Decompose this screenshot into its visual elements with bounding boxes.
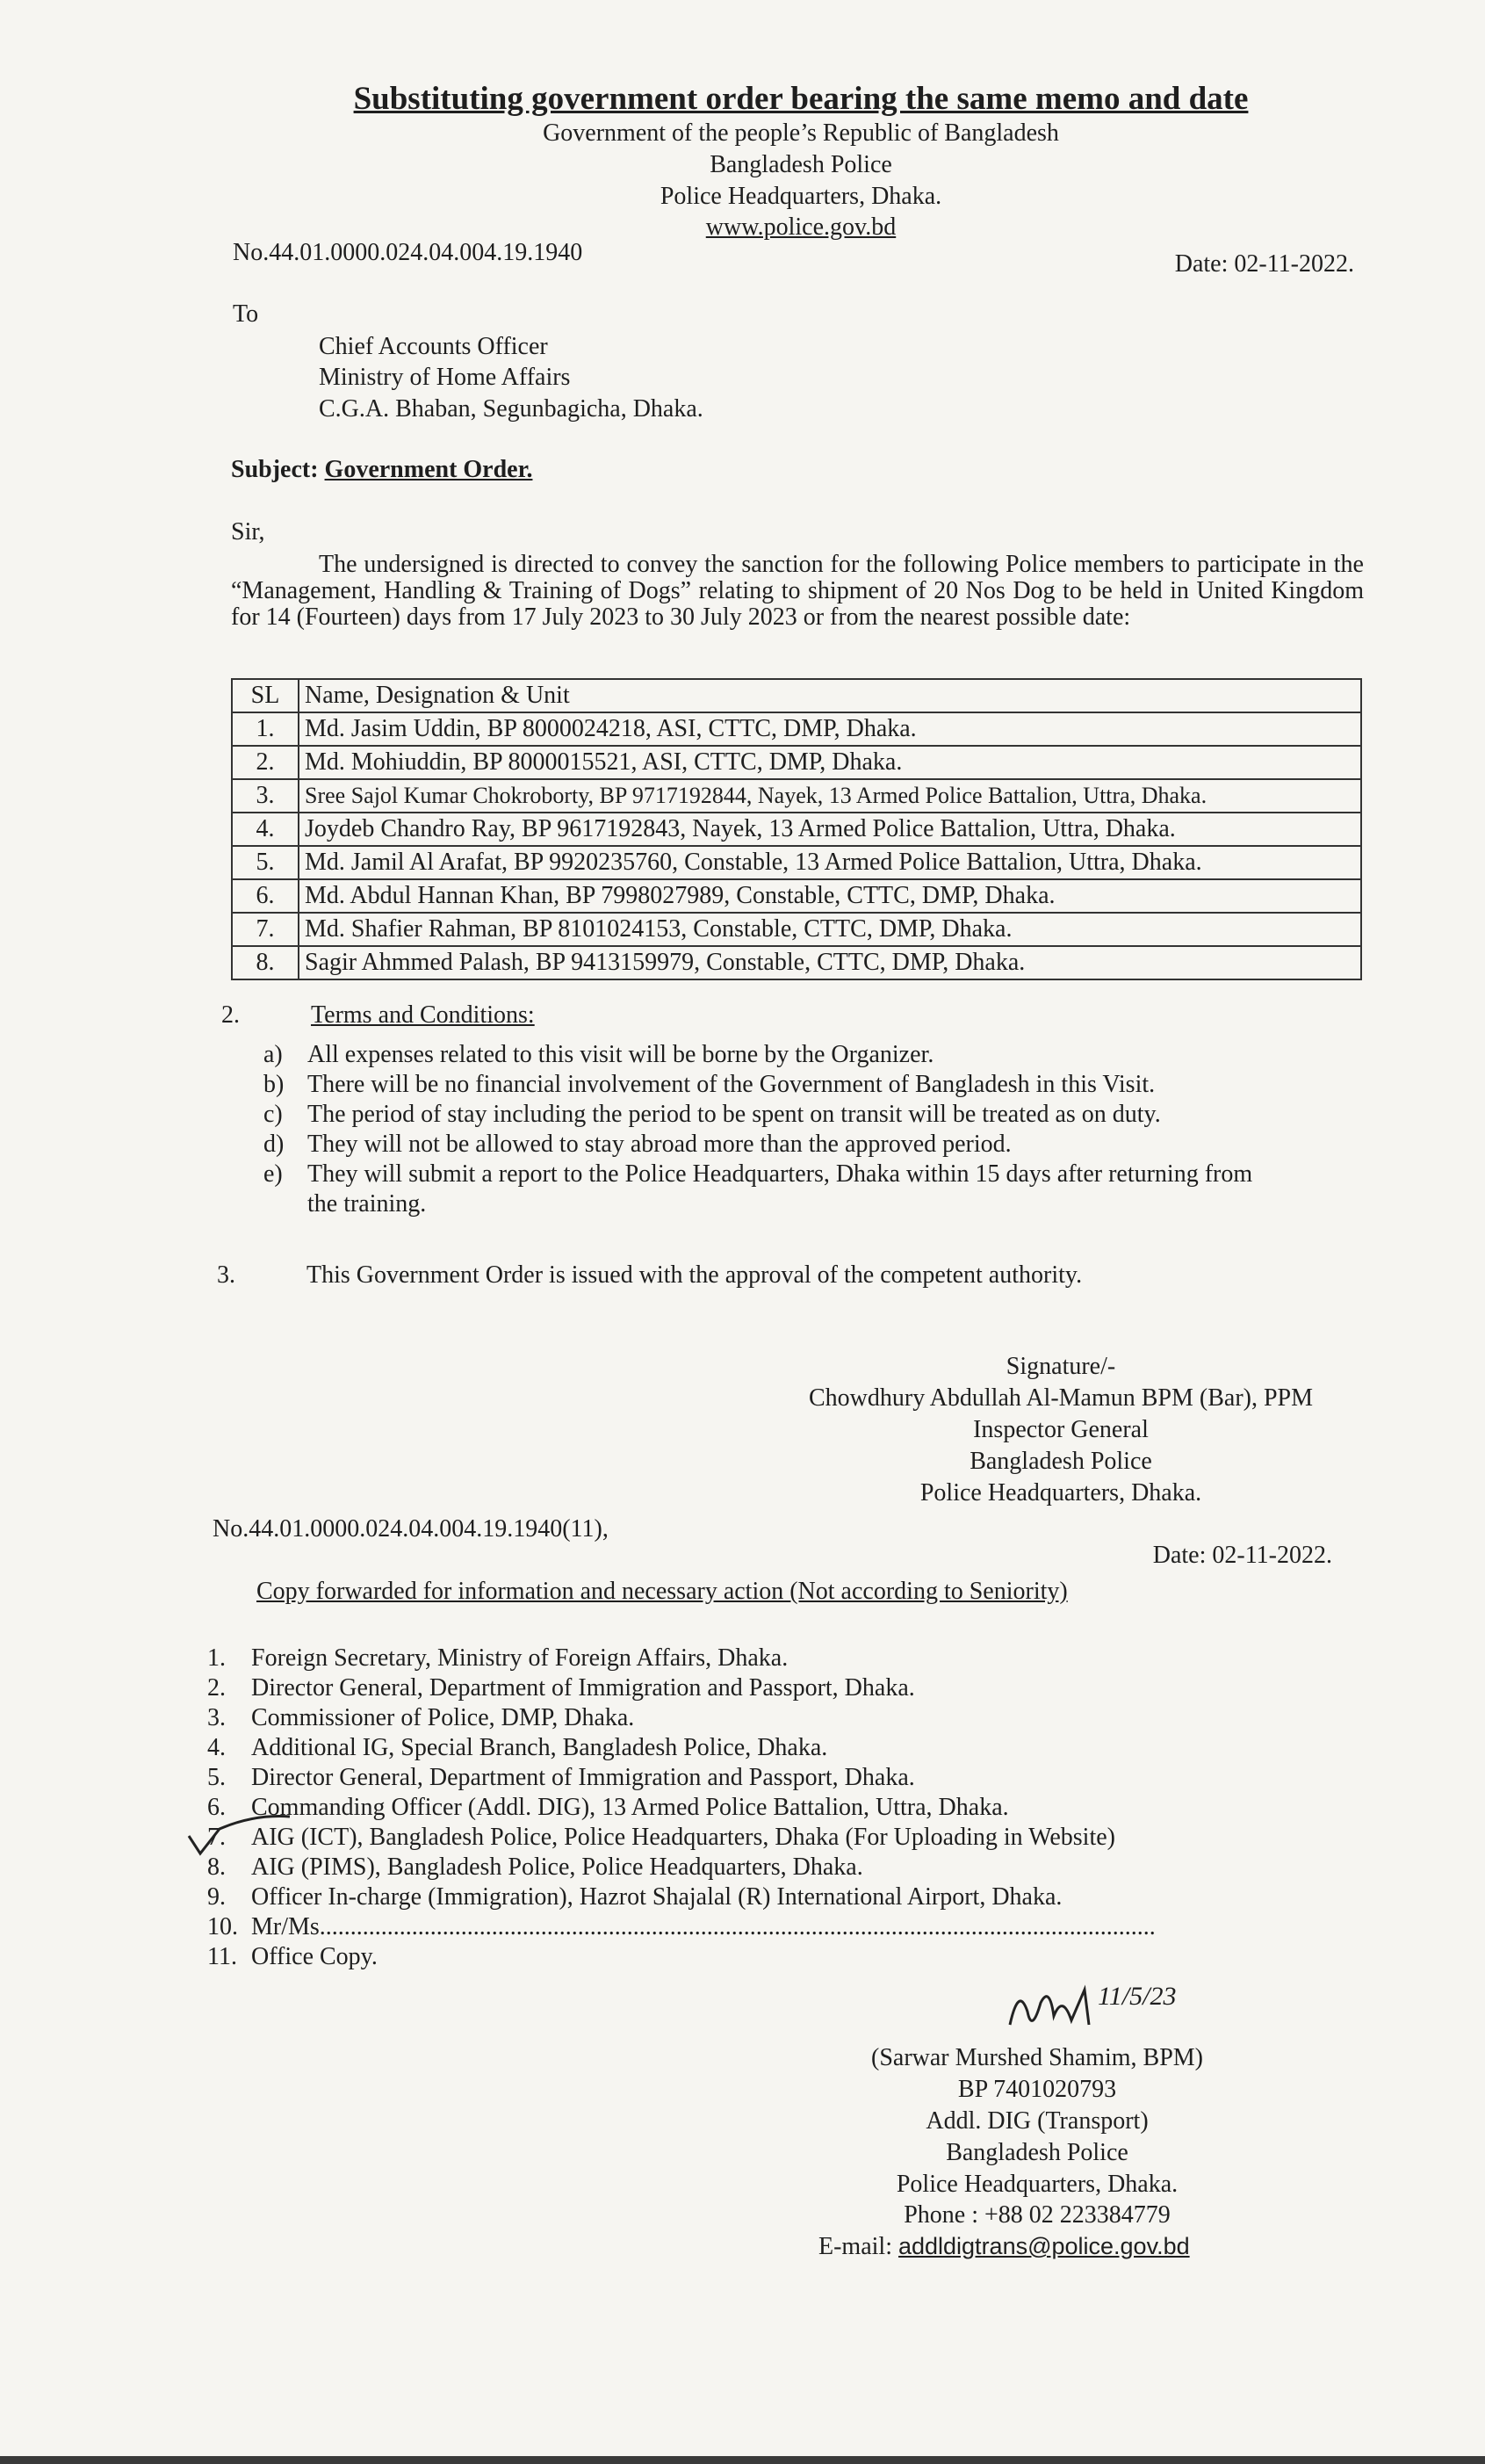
document-title: Substituting government order bearing the same memo and date: [353, 81, 1249, 117]
cell-sl: 6.: [232, 879, 299, 913]
cell-name: Md. Jasim Uddin, BP 8000024218, ASI, CTTC, DMP, Dhaka.: [299, 712, 1361, 746]
list-number: 4.: [207, 1734, 226, 1761]
copy-heading: Copy forwarded for information and necessary action (Not according to Seniority): [256, 1578, 1068, 1605]
term-item: [263, 1160, 1252, 1189]
members-table: [231, 678, 1362, 980]
list-item: [207, 1853, 1156, 1882]
list-text: Officer In-charge (Immigration), Hazrot Shajalal (R) International Airport, Dhaka.: [251, 1883, 1063, 1911]
cell-name: Joydeb Chandro Ray, BP 9617192843, Nayek, 13 Armed Police Battalion, Uttra, Dhaka.: [299, 813, 1361, 846]
subject-label: Subject:: [231, 456, 319, 483]
cell-sl: 7.: [232, 913, 299, 946]
point3-text: This Government Order is issued with the approval of the competent authority.: [306, 1261, 1083, 1289]
subject-line: [231, 458, 532, 482]
list-text: Additional IG, Special Branch, Bangladesh Police, Dhaka.: [251, 1734, 828, 1761]
term-letter: e): [263, 1160, 283, 1188]
header-name: Name, Designation & Unit: [299, 679, 1361, 712]
cell-name: Sree Sajol Kumar Chokroborty, BP 9717192844, Nayek, 13 Armed Police Battalion, Uttra, Dhaka.: [299, 779, 1361, 813]
list-text: Commanding Officer (Addl. DIG), 13 Armed Police Battalion, Uttra, Dhaka.: [251, 1794, 1009, 1821]
list-number: 1.: [207, 1644, 226, 1672]
list-text: AIG (ICT), Bangladesh Police, Police Headquarters, Dhaka (For Uploading in Website): [251, 1824, 1115, 1851]
table-header-row: [232, 679, 1361, 712]
signatory1-line: Police Headquarters, Dhaka.: [919, 1479, 1202, 1507]
term-letter: b): [263, 1071, 285, 1098]
list-item: [207, 1703, 1156, 1733]
cell-sl: 1.: [232, 712, 299, 746]
header-line: Bangladesh Police: [710, 151, 892, 178]
list-item: [207, 1942, 1156, 1972]
header-line: Police Headquarters, Dhaka.: [660, 183, 942, 210]
table-row: [232, 879, 1361, 913]
term-letter: c): [263, 1101, 283, 1128]
signatory1-line: Bangladesh Police: [970, 1448, 1152, 1475]
subject: Government Order.: [324, 456, 533, 483]
list-number: 9.: [207, 1883, 226, 1911]
term-item: [263, 1100, 1252, 1130]
term-item: [263, 1070, 1252, 1100]
term-text: They will not be allowed to stay abroad more than the approved period.: [307, 1131, 1012, 1158]
term-text: the training.: [307, 1190, 427, 1218]
cell-name: Md. Jamil Al Arafat, BP 9920235760, Constable, 13 Armed Police Battalion, Uttra, Dhaka.: [299, 846, 1361, 879]
to-label: To: [233, 300, 259, 328]
list-item: [207, 1793, 1156, 1823]
list-number: 2.: [207, 1674, 226, 1702]
email-line: [818, 2235, 1190, 2259]
terms-number: 2.: [221, 1001, 240, 1029]
list-item: [207, 1763, 1156, 1793]
signatory2-line: (Sarwar Murshed Shamim, BPM): [871, 2044, 1203, 2071]
checkmark-annotation: [184, 1810, 342, 1862]
signatory2-line: Bangladesh Police: [946, 2139, 1128, 2166]
addressee-line: Chief Accounts Officer: [319, 333, 548, 360]
signatory1-line: Chowdhury Abdullah Al-Mamun BPM (Bar), PPM: [808, 1384, 1314, 1412]
term-text: All expenses related to this visit will be borne by the Organizer.: [307, 1041, 934, 1068]
signature-date: 11/5/23: [1098, 1982, 1177, 2011]
table-row: [232, 712, 1361, 746]
body-paragraph: [231, 552, 1364, 631]
table-row: [232, 779, 1361, 813]
cell-sl: 2.: [232, 746, 299, 779]
table-row: [232, 913, 1361, 946]
list-number: 5.: [207, 1764, 226, 1791]
term-text: The period of stay including the period to be spent on transit will be treated as on duty.: [307, 1101, 1161, 1128]
signatory2-line: Phone : +88 02 223384779: [904, 2201, 1171, 2229]
list-text: Office Copy.: [251, 1943, 378, 1970]
list-item: [207, 1882, 1156, 1912]
list-item: [207, 1673, 1156, 1703]
cell-name: Md. Mohiuddin, BP 8000015521, ASI, CTTC, DMP, Dhaka.: [299, 746, 1361, 779]
list-item: [207, 1733, 1156, 1763]
date-copy: Date: 02-11-2022.: [1152, 1542, 1332, 1569]
list-item: [207, 1644, 1156, 1673]
memo-number: No.44.01.0000.024.04.004.19.1940: [233, 239, 583, 266]
email-label: E-mail:: [818, 2233, 898, 2260]
cell-name: Sagir Ahmmed Palash, BP 9413159979, Constable, CTTC, DMP, Dhaka.: [299, 946, 1361, 979]
list-text: Mr/Ms........................................................................................................................................: [251, 1913, 1156, 1940]
cell-name: Md. Abdul Hannan Khan, BP 7998027989, Constable, CTTC, DMP, Dhaka.: [299, 879, 1361, 913]
list-text: Commissioner of Police, DMP, Dhaka.: [251, 1704, 635, 1731]
list-number: 6.: [207, 1794, 226, 1821]
term-text: They will submit a report to the Police Headquarters, Dhaka within 15 days after returning from: [307, 1160, 1253, 1188]
table-row: [232, 813, 1361, 846]
list-number: 11.: [207, 1943, 237, 1970]
signatory2-line: Police Headquarters, Dhaka.: [896, 2171, 1179, 2198]
list-text: Director General, Department of Immigration and Passport, Dhaka.: [251, 1674, 915, 1702]
signatory2-line: BP 7401020793: [957, 2076, 1117, 2103]
table-row: [232, 846, 1361, 879]
cell-name: Md. Shafier Rahman, BP 8101024153, Constable, CTTC, DMP, Dhaka.: [299, 913, 1361, 946]
table-row: [232, 746, 1361, 779]
email-link[interactable]: addldigtrans@police.gov.bd: [897, 2233, 1190, 2259]
list-text: AIG (PIMS), Bangladesh Police, Police Headquarters, Dhaka.: [251, 1853, 863, 1881]
term-item: [263, 1189, 1252, 1219]
list-text: Director General, Department of Immigration and Passport, Dhaka.: [251, 1764, 915, 1791]
addressee-line: Ministry of Home Affairs: [319, 364, 571, 391]
memo-number-copy: No.44.01.0000.024.04.004.19.1940(11),: [213, 1515, 609, 1543]
term-letter: a): [263, 1041, 283, 1068]
list-number: 7.: [207, 1824, 226, 1851]
scan-edge: [0, 2456, 1485, 2464]
date: Date: 02-11-2022.: [1174, 250, 1354, 278]
cell-sl: 5.: [232, 846, 299, 879]
point3-number: 3.: [217, 1261, 235, 1289]
list-item: [207, 1912, 1156, 1942]
body-text: The undersigned is directed to convey the sanction for the following Police members to participate in the “Management, Handling & Training of Dogs” relating to shipment of 20 Nos Dog to be held in United Kingdom for 14 (Fourteen) days from 17 July 2023 to 30 July 2023 or from the nearest possible date:: [231, 551, 1364, 631]
signatory1-line: Inspector General: [973, 1416, 1149, 1443]
salutation: Sir,: [231, 518, 265, 546]
signatory1-line: Signature/-: [1006, 1353, 1116, 1380]
term-item: [263, 1040, 1252, 1070]
addressee-line: C.G.A. Bhaban, Segunbagicha, Dhaka.: [319, 395, 703, 423]
cell-sl: 8.: [232, 946, 299, 979]
list-text: Foreign Secretary, Ministry of Foreign Affairs, Dhaka.: [251, 1644, 789, 1672]
term-item: [263, 1130, 1252, 1160]
copy-list: [207, 1644, 1156, 1972]
terms-heading: Terms and Conditions:: [311, 1001, 535, 1029]
cell-sl: 4.: [232, 813, 299, 846]
header-line: Government of the people’s Republic of Bangladesh: [543, 119, 1059, 147]
table-row: [232, 946, 1361, 979]
terms-list: [263, 1040, 1252, 1219]
list-number: 3.: [207, 1704, 226, 1731]
term-letter: d): [263, 1131, 285, 1158]
list-item: [207, 1823, 1156, 1853]
signatory2-line: Addl. DIG (Transport): [926, 2107, 1149, 2135]
term-text: There will be no financial involvement of the Government of Bangladesh in this Visit.: [307, 1071, 1156, 1098]
list-number: 8.: [207, 1853, 226, 1881]
list-number: 10.: [207, 1913, 238, 1940]
cell-sl: 3.: [232, 779, 299, 813]
header-sl: SL: [232, 679, 299, 712]
website-link[interactable]: www.police.gov.bd: [705, 213, 897, 241]
